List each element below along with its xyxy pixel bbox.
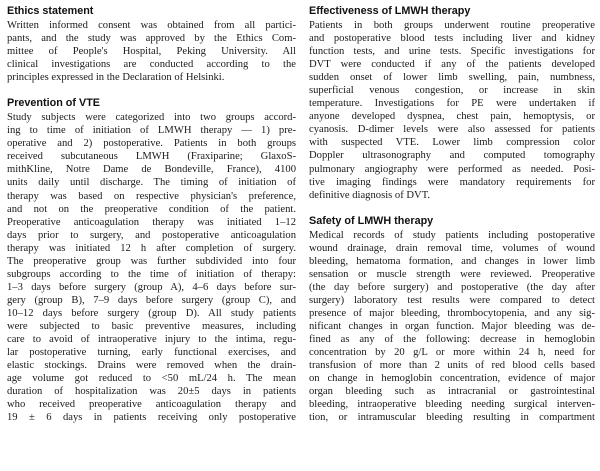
- section-effectiveness-of-lmwh: [309, 5, 595, 202]
- text-line: care to avoid of intraoperative injury to the intima, regu-: [7, 334, 296, 346]
- section-paragraph: [309, 229, 595, 425]
- text-line: pulmonary angiography were performed as needed. Posi-: [309, 163, 595, 175]
- text-line: with suspected VTE. Lower limb compression color: [309, 137, 595, 149]
- text-line: The preoperative group was further subdivided into four: [7, 255, 296, 267]
- section-prevention-of-vte: [7, 97, 296, 424]
- text-line: mittee of People's Hospital, Peking University. All: [7, 46, 296, 58]
- text-line: fined as any of the following: decrease in hemoglobin: [309, 334, 595, 346]
- section-paragraph: [309, 19, 595, 202]
- text-line: therapy was based on respective physician's preference,: [7, 190, 296, 202]
- section-heading: Ethics statement: [7, 5, 94, 17]
- text-line: who received preoperative anticoagulation therapy and: [7, 399, 296, 411]
- text-line: 1–3 days before surgery (group A), 4–6 days before sur-: [7, 281, 296, 293]
- text-line: tive imaging findings were mandatory requirements for: [309, 176, 595, 188]
- text-line: pants, and the study was approved by the Ethics Com-: [7, 33, 296, 45]
- section-ethics-statement: [7, 5, 296, 84]
- text-line: days prior to surgery, and postoperative anticoagulation: [7, 229, 296, 241]
- text-line: clinical investigations are conducted according to the: [7, 59, 296, 71]
- text-line: concentration by 20 g/L or more within 24 h, need for: [309, 347, 595, 359]
- text-line: (the day before surgery) and postoperative (the day after: [309, 281, 595, 293]
- section-heading: Effectiveness of LMWH therapy: [309, 5, 471, 17]
- text-line: organ bleeding such as intracranial or gastrointestinal: [309, 386, 595, 398]
- text-line: on change in hemoglobin concentration, evidence of major: [309, 373, 595, 385]
- text-line: Doppler ultrasonography and computed tomography: [309, 150, 595, 162]
- text-line: transfusion of more than 2 units of red blood cells based: [309, 360, 595, 372]
- text-line: nificant changes in organ function. Major bleeding was de-: [309, 320, 595, 332]
- text-line: Medical records of study patients including postoperative: [309, 229, 595, 241]
- text-line: cyanosis. D-dimer levels were also assessed for patients: [309, 124, 595, 136]
- text-line: mithKline, Notre Dame de Bondeville, France), 4100: [7, 164, 296, 176]
- text-line: subgroups according to the time of initiation of therapy:: [7, 268, 296, 280]
- right-column: [309, 5, 595, 424]
- text-line: operative and 2) postoperative. Patients in both groups: [7, 138, 296, 150]
- text-line: 10–12 days before surgery (group D). All study patients: [7, 307, 296, 319]
- text-line: ing to time of initiation of LMWH therapy — 1) pre-: [7, 125, 296, 137]
- text-line: principles expressed in the Declaration of Helsinki.: [7, 72, 225, 84]
- text-line: age volume got reduced to <50 mL/24 h. The mean: [7, 373, 296, 385]
- section-heading: Prevention of VTE: [7, 97, 100, 110]
- text-line: Study subjects were categorized into two groups accord-: [7, 112, 296, 124]
- text-line: elastic stockings. Drains were removed when the drain-: [7, 360, 296, 372]
- text-line: 19 ± 6 days in patients receiving only postoperative: [7, 412, 296, 424]
- section-paragraph: [7, 19, 296, 84]
- text-line: and postoperative blood tests including liver and kidney: [309, 33, 595, 45]
- text-line: lar postoperative turning, early functional exercises, and: [7, 347, 296, 359]
- left-column: [7, 5, 296, 424]
- section-paragraph: [7, 111, 296, 424]
- text-line: surgery) laboratory test results were compared to detect: [309, 294, 595, 306]
- text-line: gery (group B), 7–9 days before surgery (group C), and: [7, 294, 296, 306]
- text-line: therapy was initiated 12 h after completion of surgery.: [7, 242, 296, 254]
- text-line: received subcutaneous LMWH (Fraxiparine; GlaxoS-: [7, 151, 296, 163]
- text-line: and not on the preoperative condition of the patient.: [7, 203, 296, 215]
- section-heading: Safety of LMWH therapy: [309, 214, 434, 227]
- text-line: were subjected to basic preventive measures, including: [7, 320, 296, 332]
- text-line: Patients in both groups underwent routine preoperative: [309, 20, 595, 31]
- text-line: tion, or intramuscular bleeding resulting in compartment: [309, 412, 595, 424]
- text-line: bleeding, intraoperative bleeding needing surgical interven-: [309, 399, 595, 411]
- text-line: duration of hospitalization was 20±5 days in patients: [7, 386, 296, 398]
- text-line: superficial venous congestion, or increase in skin: [309, 85, 595, 97]
- text-line: temperature. Investigations for PE were undertaken if: [309, 98, 595, 110]
- text-line: bleeding, hematoma formation, and changes in lower limb: [309, 255, 595, 267]
- text-line: function tests, and urine tests. Specific investigations for: [309, 46, 595, 58]
- text-line: Written informed consent was obtained from all partici-: [7, 20, 296, 31]
- section-safety-of-lmwh: [309, 215, 595, 425]
- text-line: Preoperative anticoagulation therapy was initiated 1–12: [7, 216, 296, 228]
- text-line: DVT were conducted if any of the patients developed: [309, 59, 595, 71]
- text-line: sensation or muscle strength were reviewed. Preoperative: [309, 268, 595, 280]
- text-line: presence of major bleeding, thrombocytopenia, and any sig-: [309, 307, 595, 319]
- text-line: units daily until discharge. The timing of initiation of: [7, 177, 296, 189]
- text-line: sudden onset of lower limb swelling, pain, numbness,: [309, 72, 595, 84]
- text-line: definitive diagnosis of DVT.: [309, 189, 431, 201]
- text-line: anyone developed dyspnea, chest pain, hemoptysis, or: [309, 111, 595, 123]
- text-line: wound drainage, drain removal time, volumes of wound: [309, 242, 595, 254]
